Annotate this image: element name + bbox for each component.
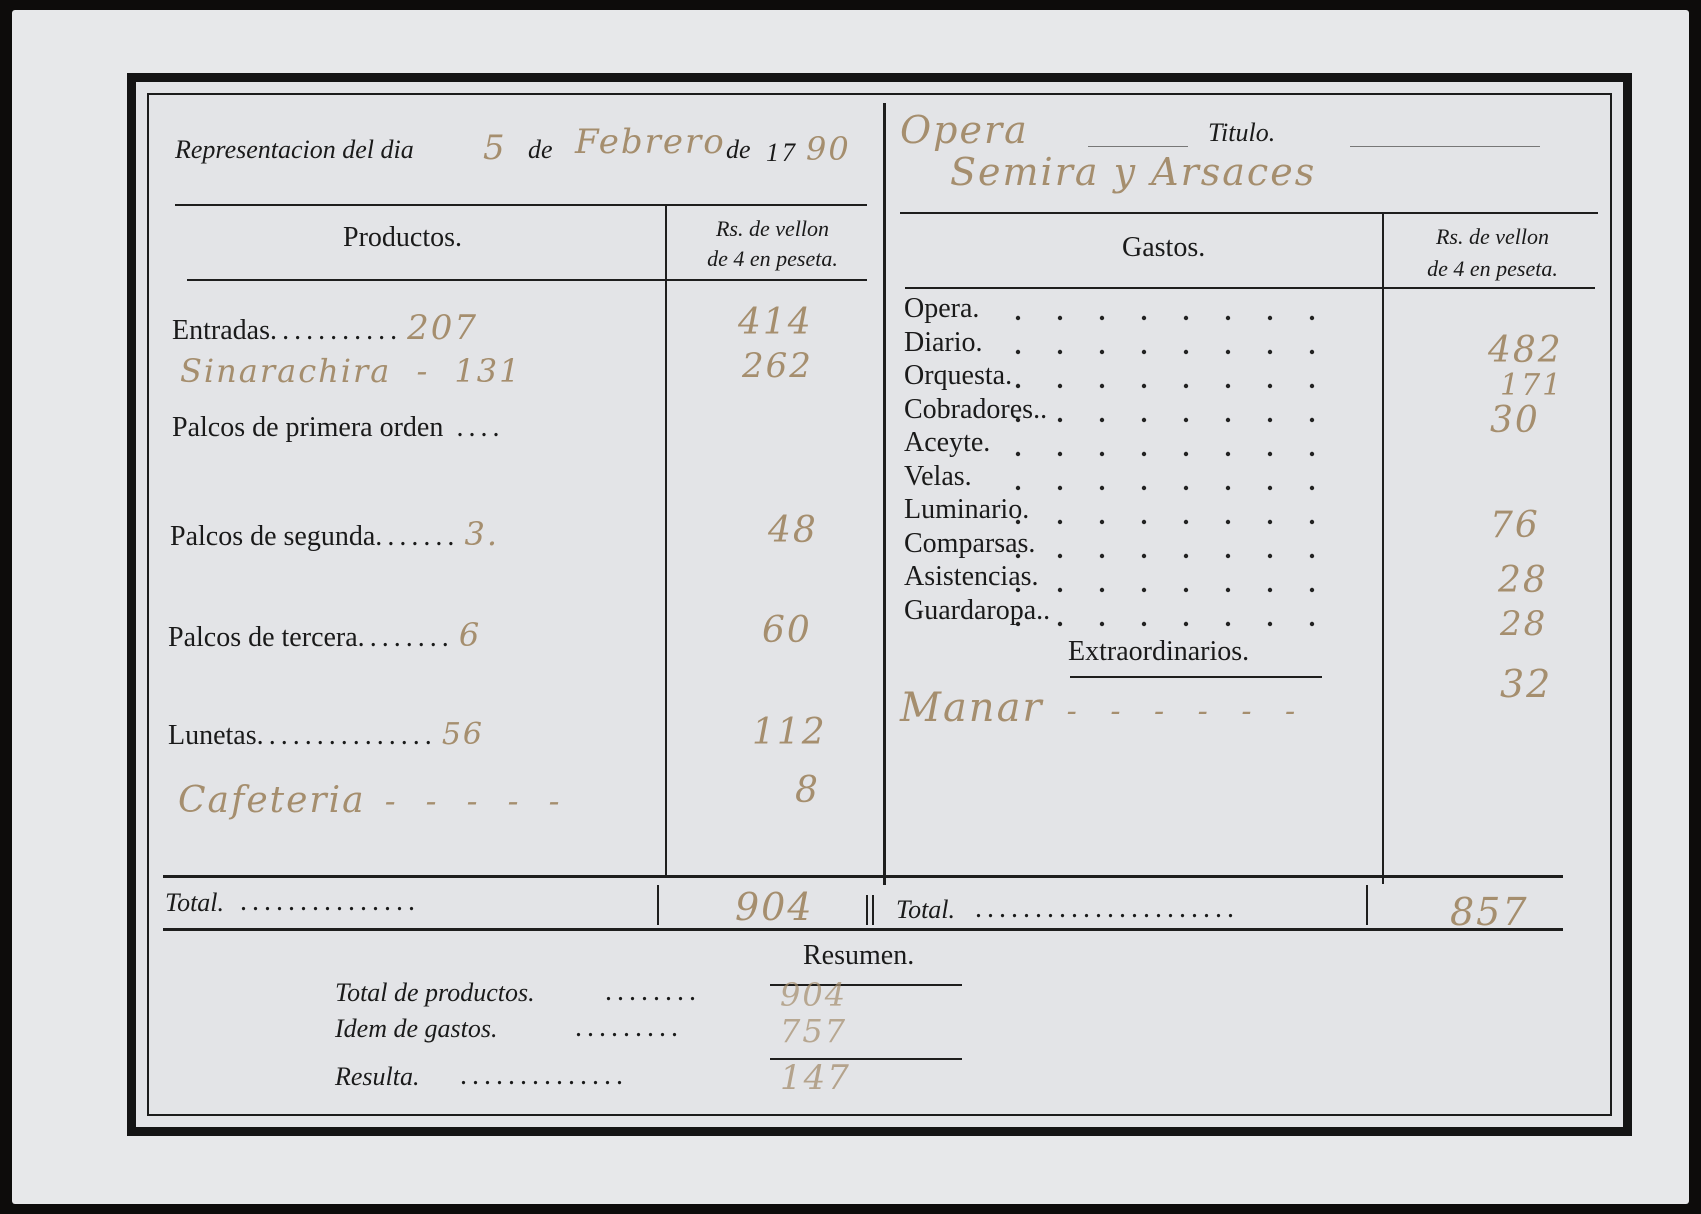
expense-label: Opera. bbox=[904, 293, 980, 324]
summary-dots: ......... bbox=[575, 1012, 683, 1043]
product-label: Palcos de segunda. bbox=[170, 521, 383, 552]
header-blank-line-2 bbox=[1350, 146, 1540, 147]
expense-label: Luminario. bbox=[904, 494, 1030, 525]
expense-label: Comparsas. bbox=[904, 527, 1036, 559]
product-count: 131 bbox=[454, 352, 522, 390]
summary-heading: Resumen. bbox=[803, 940, 915, 971]
expenses-total-label: Total. bbox=[896, 895, 956, 924]
product-count: 3. bbox=[464, 515, 500, 553]
product-value: 112 bbox=[752, 712, 827, 753]
expense-label: Cobradores.. bbox=[904, 393, 1048, 425]
expenses-col-heading-1: Rs. de vellon bbox=[1435, 224, 1550, 249]
expenses-total-dots: ...................... bbox=[975, 893, 1239, 924]
header-title-hand: Semira y Arsaces bbox=[950, 150, 1317, 194]
expense-label: Velas. bbox=[904, 460, 972, 492]
products-row bbox=[168, 717, 484, 752]
products-row bbox=[178, 780, 569, 821]
header-day: 5 bbox=[483, 128, 507, 168]
products-row bbox=[172, 412, 504, 444]
expense-label: Guardaropa.. bbox=[904, 594, 1051, 626]
summary-row-label: Total de productos. bbox=[335, 978, 535, 1007]
product-label: Lunetas. bbox=[168, 720, 264, 751]
product-label: Sinarachira bbox=[180, 352, 392, 390]
product-dots: - - - - - bbox=[384, 782, 570, 820]
total-center-divider-2 bbox=[872, 895, 874, 925]
summary-row-label: Resulta. bbox=[335, 1062, 420, 1091]
product-dots: - bbox=[416, 352, 430, 390]
products-subheader-rule bbox=[187, 279, 867, 281]
extra-row: Manar - - - - - - bbox=[900, 685, 1308, 731]
expense-label: Asistencias. bbox=[904, 561, 1039, 592]
summary-row-value: 147 bbox=[780, 1058, 851, 1098]
product-value: 8 bbox=[795, 770, 820, 811]
summary-row-value: 757 bbox=[780, 1012, 848, 1050]
expense-value: 32 bbox=[1500, 662, 1553, 706]
expenses-header-rule bbox=[900, 212, 1598, 214]
expense-value: 482 bbox=[1488, 330, 1563, 371]
products-header-rule bbox=[175, 204, 867, 206]
product-value: 262 bbox=[742, 346, 813, 386]
product-label: Cafeteria bbox=[178, 780, 366, 821]
product-dots: .............. bbox=[268, 720, 437, 751]
expenses-value-column-rule bbox=[1382, 214, 1384, 884]
product-count: 56 bbox=[441, 717, 485, 752]
expense-value: 28 bbox=[1500, 604, 1548, 644]
total-products-divider bbox=[657, 885, 659, 925]
extra-label: Manar bbox=[900, 685, 1044, 731]
header-blank-line bbox=[1088, 146, 1188, 147]
products-total-value: 904 bbox=[735, 885, 814, 929]
product-dots: .......... bbox=[282, 315, 403, 346]
summary-dots: ........ bbox=[605, 976, 701, 1007]
expenses-list bbox=[904, 292, 1050, 627]
expenses-dot-leaders bbox=[1010, 310, 1350, 630]
product-count: 207 bbox=[407, 308, 479, 348]
expenses-total-value: 857 bbox=[1450, 890, 1529, 934]
expenses-heading: Gastos. bbox=[1122, 232, 1206, 263]
product-label: Palcos de primera orden bbox=[172, 412, 444, 443]
header-year-printed: 17 bbox=[766, 138, 798, 167]
header-de-1: de bbox=[528, 135, 553, 164]
header-year-hand: 90 bbox=[806, 130, 851, 168]
summary-row-label: Idem de gastos. bbox=[335, 1014, 498, 1043]
expense-label: Orquesta. bbox=[904, 360, 1013, 391]
products-col-heading-1: Rs. de vellon bbox=[715, 216, 830, 241]
product-label: Entradas. bbox=[172, 315, 277, 346]
products-row bbox=[170, 515, 499, 553]
header-titulo-label: Titulo. bbox=[1208, 118, 1276, 147]
products-row bbox=[168, 616, 481, 654]
products-total-label: Total. bbox=[165, 888, 225, 917]
expense-value: 76 bbox=[1490, 505, 1540, 546]
extraordinarios-heading: Extraordinarios. bbox=[1068, 636, 1250, 667]
products-row bbox=[172, 308, 657, 348]
product-dots: ....... bbox=[369, 622, 454, 653]
header-kind: Opera bbox=[900, 108, 1029, 152]
expense-value: 30 bbox=[1490, 400, 1540, 441]
total-center-divider-1 bbox=[866, 895, 868, 925]
product-dots: ...... bbox=[387, 521, 460, 552]
product-value: 60 bbox=[762, 610, 812, 651]
header-de-2: de bbox=[726, 135, 751, 164]
product-count: 6 bbox=[458, 616, 482, 654]
product-dots: .... bbox=[456, 412, 505, 443]
expense-label: Aceyte. bbox=[904, 427, 991, 458]
products-col-heading-2: de 4 en peseta. bbox=[707, 246, 838, 271]
header-month: Febrero bbox=[575, 122, 726, 162]
product-label: Palcos de tercera. bbox=[168, 622, 365, 653]
products-value-column-rule bbox=[665, 206, 667, 876]
products-total-dots: ............... bbox=[240, 886, 420, 917]
expense-value: 28 bbox=[1498, 560, 1548, 601]
products-heading: Productos. bbox=[343, 222, 462, 253]
product-value: 414 bbox=[738, 302, 813, 343]
summary-row-value: 904 bbox=[780, 976, 848, 1014]
summary-dots: .............. bbox=[460, 1060, 628, 1091]
expense-value: 171 bbox=[1500, 368, 1564, 403]
totals-bottom-rule bbox=[163, 928, 1563, 931]
totals-top-rule bbox=[163, 875, 1563, 878]
total-expenses-divider bbox=[1366, 885, 1368, 925]
center-divider bbox=[883, 103, 886, 885]
extraordinarios-rule bbox=[1070, 676, 1322, 678]
products-row bbox=[180, 352, 660, 390]
product-value: 48 bbox=[768, 510, 818, 551]
expenses-col-heading-2: de 4 en peseta. bbox=[1427, 256, 1558, 281]
expenses-subheader-rule bbox=[905, 287, 1595, 289]
header-prefix: Representacion del dia bbox=[175, 135, 414, 164]
expense-label: Diario. bbox=[904, 326, 983, 358]
